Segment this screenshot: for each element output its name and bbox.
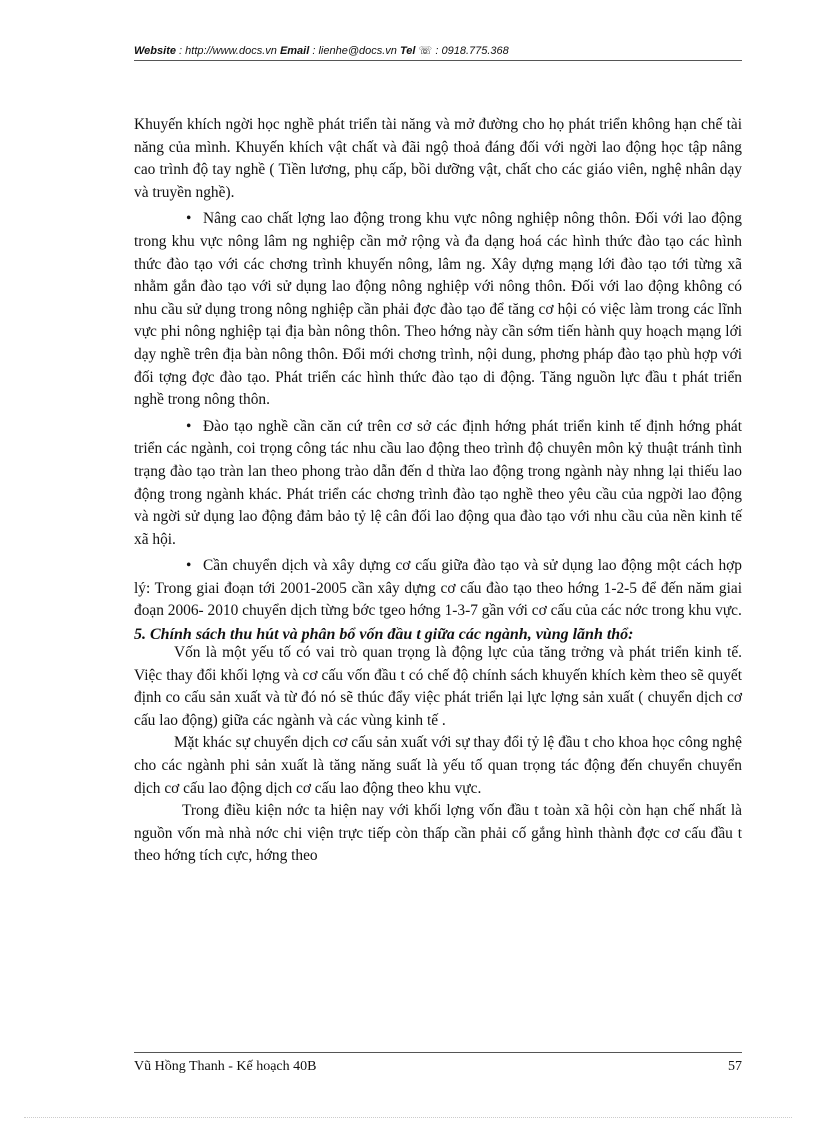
website-label: Website — [134, 45, 176, 57]
bullet-rural-labor — [134, 208, 742, 411]
bullet-vocational-training — [134, 416, 742, 552]
bullet-icon: • — [186, 210, 192, 228]
bullet-icon: • — [186, 557, 192, 575]
page-footer — [134, 1052, 742, 1075]
paragraph-structure-change: Mặt khác sự chuyển dịch cơ cấu sản xuất với sự thay đổi tỷ lệ đầu t cho khoa học công nghệ cho các ngành phi sản xuất là tăng năng suất là yếu tố quan trọng tác động đến chuyển chuyển dịch cơ cấu lao động dịch cơ cấu lao động theo khu vực. — [134, 734, 742, 797]
paragraph-current-conditions: Trong điều kiện nớc ta hiện nay với khối lợng vốn đầu t toàn xã hội còn hạn chế nhất là nguồn vốn mà nhà nớc chi viện trực tiếp còn thấp cần phải cố gắng hình thành đợc cơ cấu đầu t theo hớng tích cực, hớng theo — [134, 802, 742, 865]
paragraph-incentives: Khuyến khích ngời học nghề phát triển tài năng và mở đường cho họ phát triển không hạn chế tài năng của mình. Khuyến khích vật chất và đãi ngộ thoả đáng đối với ngời lao động học tập nâng cao trình độ tay nghề ( Tiền lương, phụ cấp, bồi dưỡng vật, chất cho các giáo viên, nghệ nhân dạy và truyền nghề). — [134, 116, 742, 201]
tel-label: Tel — [399, 45, 416, 57]
bullet-icon: • — [186, 417, 192, 435]
section-heading: 5. Chính sách thu hút và phân bổ vốn đầu t giữa các ngành, vùng lãnh thổ: — [134, 626, 634, 644]
phone-icon: ☏ — [418, 45, 433, 57]
page-edge-divider — [24, 1117, 792, 1118]
tel-number: : 0918.775.368 — [435, 45, 509, 57]
bullet-text: Nâng cao chất lợng lao động trong khu vực nông nghiệp nông thôn. Đối với lao động trong khu vực nông lâm ng nghiệp cần mở rộng và đa dạng hoá các hình thức đào tạo các hình thức đào tạo với các chơng trình khuyến nông, lâm ng. Xây dựng mạng lới đào tạo tới từng xã nhằm gắn đào tạo với sử dụng lao động nông nghiệp với nông thôn. Đối với lao động không có nhu cầu sử dụng trong nông nghiệp cần phải đợc đào tạo để tăng cơ hội có việc làm trong các lĩnh vực phi nông nghiệp tại địa bàn nông thôn. Theo hớng này cần sớm tiến hành quy hoạch mạng lới dạy nghề trên địa bàn nông thôn. Đổi mới chơng trình, nội dung, phơng pháp đào tạo phù hợp với đối tợng đợc đào tạo. Phát triển các hình thức đào tạo di động. Tăng nguồn lực đầu t phát triển nghề trong nông thôn. — [134, 210, 742, 409]
website-link[interactable]: : http://www.docs.vn — [179, 45, 277, 57]
bullet-text: Đào tạo nghề cần căn cứ trên cơ sở các định hớng phát triển kinh tế định hớng phát triển các ngành, coi trọng công tác nhu cầu lao động theo trình độ chuyên môn kỷ thuật tránh tình trạng đào tạo tràn lan theo phong trào dẫn đến d thừa lao động trong ngành này nhng lại thiếu lao động trong ngành khác. Phát triển các chơng trình đào tạo nghề theo yêu cầu của ngpời lao động và ngời sử dụng lao động đảm bảo tỷ lệ cân đối lao động qua đào tạo với nhu cầu của nền kinh tế xã hội. — [134, 417, 742, 548]
bullet-text: Cần chuyển dịch và xây dựng cơ cấu giữa đào tạo và sử dụng lao động một cách hợp lý: Trong giai đoạn tới 2001-2005 cần xây dựng cơ cấu đào tạo theo hớng 1-2-5 để đến năm giai đoạn 2006- 2010 chuyển dịch từng bớc tgeo hớng 1-3-7 gần với cơ cấu của các nớc trong khu vực. — [134, 557, 742, 620]
email-label: Email — [279, 45, 310, 57]
page-number: 57 — [728, 1059, 742, 1074]
footer-author: Vũ Hồng Thanh - Kế hoạch 40B — [134, 1059, 317, 1074]
page-header — [134, 44, 742, 61]
bullet-structure-shift — [134, 555, 742, 623]
paragraph-capital-role: Vốn là một yếu tố có vai trò quan trọng là động lực của tăng trởng và phát triển kinh tế. Việc thay đổi khối lợng và cơ cấu vốn đầu t có chế độ chính sách khuyến khích kèm theo sẽ quyết định co cấu sản xuất và từ đó nó sẽ thúc đẩy việc phát triển lại lực lợng sản xuất ( chuyển dịch cơ cấu lao động) giữa các ngành và các vùng kinh tế . — [134, 644, 742, 729]
document-body — [134, 114, 742, 868]
email-link[interactable]: : lienhe@docs.vn — [312, 45, 397, 57]
